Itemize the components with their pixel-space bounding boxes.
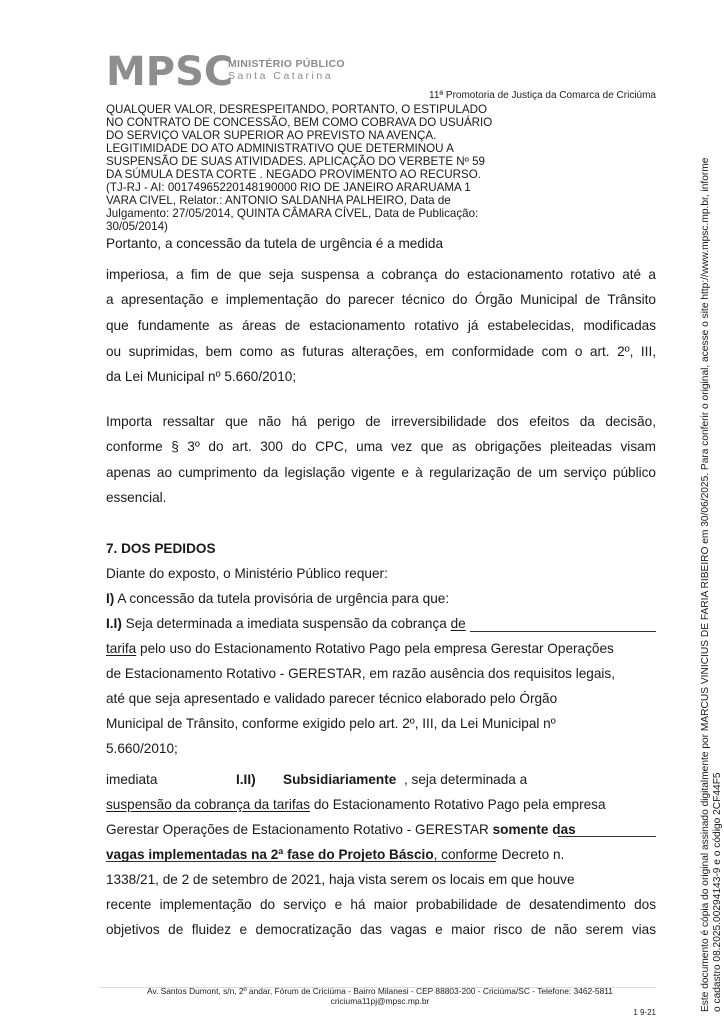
paragraph-line: 5.660/2010; — [106, 741, 178, 756]
item-text: , conforme Decreto n. — [433, 847, 565, 862]
paragraph-line: recente implementação do serviço e há maior probabilidade de desatendimento dos — [106, 897, 656, 912]
paragraph-line: que fundamente as áreas de estacionamento rotativo já estabelecidas, modificadas — [106, 318, 656, 333]
quote-line: (TJ-RJ - AI: 00174965220148190000 RIO DE JANEIRO ARARUAMA 1 — [106, 181, 471, 194]
item-text-underlined: suspensão da cobrança da tarifas — [106, 797, 311, 812]
paragraph-line: imperiosa, a fim de que seja suspensa a cobrança do estacionamento rotativo até a — [106, 267, 656, 282]
underline-rule — [470, 631, 656, 632]
paragraph-line: a apresentação e implementação do parecer técnico do Órgão Municipal de Trânsito — [106, 292, 656, 307]
paragraph-line: 1338/21, de 2 de setembro de 2021, haja vista serem os locais em que houve — [106, 872, 575, 887]
page-number: 1 9-21 — [633, 1008, 656, 1017]
paragraph-line: essencial. — [106, 490, 167, 505]
paragraph-line: apenas ao cumprimento da legislação vigente e à regularização de um serviço público — [106, 465, 656, 480]
paragraph-line — [106, 797, 606, 812]
digital-signature-note — [700, 52, 724, 1012]
promotoria-header: 11ª Promotoria de Justiça da Comarca de Criciúma — [429, 90, 656, 101]
quote-line: VARA CIVEL, Relator.: ANTONIO SALDANHA PALHEIRO, Data de — [106, 194, 451, 207]
quote-line: SUSPENSÃO DE SUAS ATIVIDADES. APLICAÇÃO DO VERBETE Nº 59 — [106, 155, 485, 168]
section-heading: 7. DOS PEDIDOS — [106, 541, 216, 556]
item-text-bold: somente das — [492, 822, 576, 837]
quote-line: LEGITIMIDADE DO ATO ADMINISTRATIVO QUE DETERMINOU A — [106, 142, 454, 155]
footer-email: criciuma11pj@mpsc.mp.br — [330, 996, 430, 1006]
paragraph-line — [106, 822, 576, 837]
item-text-underlined: tarifa — [106, 641, 137, 656]
paragraph-line: Portanto, a concessão da tutela de urgência é a medida — [106, 236, 444, 251]
item-label: I.II) — [236, 772, 256, 787]
item-text: A concessão da tutela provisória de urgência para que: — [114, 591, 450, 606]
item-text-underlined: de — [450, 616, 466, 631]
request-item-I — [106, 591, 449, 606]
underline-rule — [558, 836, 656, 837]
item-text: Seja determinada a imediata suspensão da cobrança — [121, 616, 451, 631]
section-intro: Diante do exposto, o Ministério Público requer: — [106, 566, 388, 581]
logo-line-1: MINISTÉRIO PÚBLICO — [228, 58, 345, 70]
paragraph-line: de Estacionamento Rotativo - GERESTAR, em razão ausência dos requisitos legais, — [106, 666, 616, 681]
item-label: I.I) — [106, 616, 122, 631]
quote-line: NO CONTRATO DE CONCESSÃO, BEM COMO COBRAVA DO USUÁRIO — [106, 116, 493, 129]
paragraph-line: conforme § 3º do art. 300 do CPC, uma vez que as obrigações pleiteadas visam — [106, 439, 656, 454]
logo-subtitle — [228, 58, 345, 82]
paragraph-line: ou suprimidas, bem como as futuras alterações, em conformidade com o art. 2º, III, — [106, 344, 656, 359]
quote-line: 30/05/2014) — [106, 220, 168, 233]
item-text-group — [283, 772, 396, 787]
paragraph-line: objetivos de fluidez e democratização das vagas e maior risco de não serem vias — [106, 922, 656, 937]
signature-note-line-2: o cadastro 08.2025.00294143-9 e o código 2CF44F5 — [712, 772, 723, 1012]
quote-line: DO SERVIÇO VALOR SUPERIOR AO PREVISTO NA AVENÇA. — [106, 129, 437, 142]
footer-address: Av. Santos Dumont, s/n, 2º andar, Fórum de Criciúma - Bairro Milanesi - CEP 88803-200 - Criciúma/SC - Telefone: 3462-5811 — [147, 986, 613, 996]
paragraph-line — [106, 847, 564, 862]
item-text: do Estacionamento Rotativo Pago pela empresa — [310, 797, 606, 812]
item-label: I) — [106, 591, 115, 606]
paragraph-line: Importa ressaltar que não há perigo de irreversibilidade dos efeitos da decisão, — [106, 414, 656, 429]
logo-wordmark: MPSC — [106, 49, 234, 95]
jurisprudence-quote — [106, 103, 566, 233]
request-item-I-I — [106, 616, 466, 631]
underline-rule — [106, 861, 496, 862]
item-text-bold: Subsidiariamente — [283, 772, 397, 787]
paragraph-line: Municipal de Trânsito, conforme exigido pelo art. 2º, III, da Lei Municipal nº — [106, 716, 556, 731]
item-text-bold: vagas implementadas na 2ª fase do Projeto Báscio — [106, 847, 434, 862]
item-text: Gerestar Operações de Estacionamento Rotativo - GERESTAR — [106, 822, 493, 837]
item-text: pelo uso do Estacionamento Rotativo Pago pela empresa Gerestar Operações — [136, 641, 614, 656]
item-text-justified — [404, 772, 637, 787]
paragraph-line: até que seja apresentado e validado parecer técnico elaborado pelo Órgão — [106, 691, 558, 706]
logo-line-2: Santa Catarina — [228, 70, 334, 82]
item-text: imediata — [106, 772, 158, 787]
quote-line: Julgamento: 27/05/2014, QUINTA CÂMARA CÍVEL, Data de Publicação: — [106, 207, 479, 220]
paragraph-line: da Lei Municipal nº 5.660/2010; — [106, 369, 297, 384]
quote-line: QUALQUER VALOR, DESRESPEITANDO, PORTANTO, O ESTIPULADO — [106, 103, 487, 116]
item-text: , seja determinada a — [404, 772, 528, 787]
paragraph-line — [106, 641, 614, 656]
mpsc-logo — [106, 49, 345, 95]
signature-note-line-1: Este documento é cópia do original assinado digitalmente por MARCUS VINICIUS DE FARIA RIBEIRO em 30/06/2025. Para conferir o original, acesse o site http://www.mpsc.mp.br, informe — [700, 157, 711, 1012]
quote-line: DA SÚMULA DESTA CORTE . NEGADO PROVIMENTO AO RECURSO. — [106, 168, 481, 181]
